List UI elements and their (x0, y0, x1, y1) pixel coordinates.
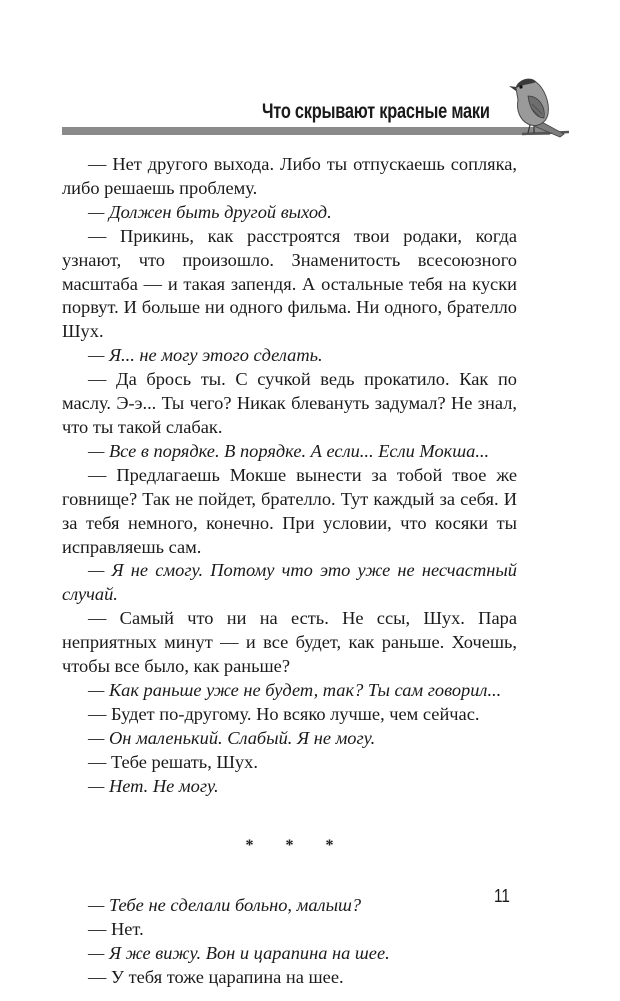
paragraph-italic: — Должен быть другой выход. (88, 201, 332, 222)
page-body (62, 153, 517, 990)
running-header-title: Что скрывают красные маки (262, 100, 490, 123)
page-number: 11 (494, 886, 510, 906)
paragraph-italic: — Тебе не сделали больно, малыш? (88, 895, 362, 916)
paragraph: — Прикинь, как расстроятся твои родаки, когда узнают, что произошло. Знаменитость всесоюзного масштаба — и такая запендя. А остальные тебя на куски порвут. И больше ни одного фильма. Ни одного, брателло Шух. (62, 225, 517, 342)
header-rule (62, 127, 550, 135)
bird-icon (508, 74, 570, 138)
paragraph-italic: — Я же вижу. Вон и царапина на шее. (88, 942, 390, 963)
paragraph-italic: — Все в порядке. В порядке. А если... Если Мокша... (88, 440, 490, 461)
paragraph: — Нет другого выхода. Либо ты отпускаешь сопляка, либо решаешь проблему. (62, 154, 517, 198)
paragraph: — Тебе решать, Шух. (88, 751, 258, 772)
paragraph: — Самый что ни на есть. Не ссы, Шух. Пара неприятных минут — и все будет, как раньше. Хочешь, чтобы все было, как раньше? (62, 608, 517, 677)
paragraph-italic: — Он маленький. Слабый. Я не могу. (88, 727, 376, 748)
paragraph: — Нет. (88, 918, 144, 939)
paragraph: — Будет по-другому. Но всяко лучше, чем сейчас. (88, 703, 480, 724)
paragraph-italic: — Нет. Не могу. (88, 775, 219, 796)
paragraph-italic: — Я... не могу этого сделать. (88, 345, 323, 366)
paragraph: — Да брось ты. С сучкой ведь прокатило. Как по маслу. Э-э... Ты чего? Никак блевануть задумал? Не знал, что ты такой слабак. (62, 369, 517, 437)
paragraph-italic: — Как раньше уже не будет, так? Ты сам говорил... (88, 679, 502, 700)
paragraph: — Предлагаешь Мокше вынести за тобой твое же говнище? Так не пойдет, брателло. Тут каждый за себя. И за тебя немного, конечно. При условии, что косяки ты исправляешь сам. (62, 464, 517, 557)
scene-separator: * * * (245, 837, 348, 855)
paragraph: — У тебя тоже царапина на шее. (88, 966, 344, 987)
paragraph-italic: — Я не смогу. Потому что это уже не несчастный случай. (62, 560, 517, 605)
